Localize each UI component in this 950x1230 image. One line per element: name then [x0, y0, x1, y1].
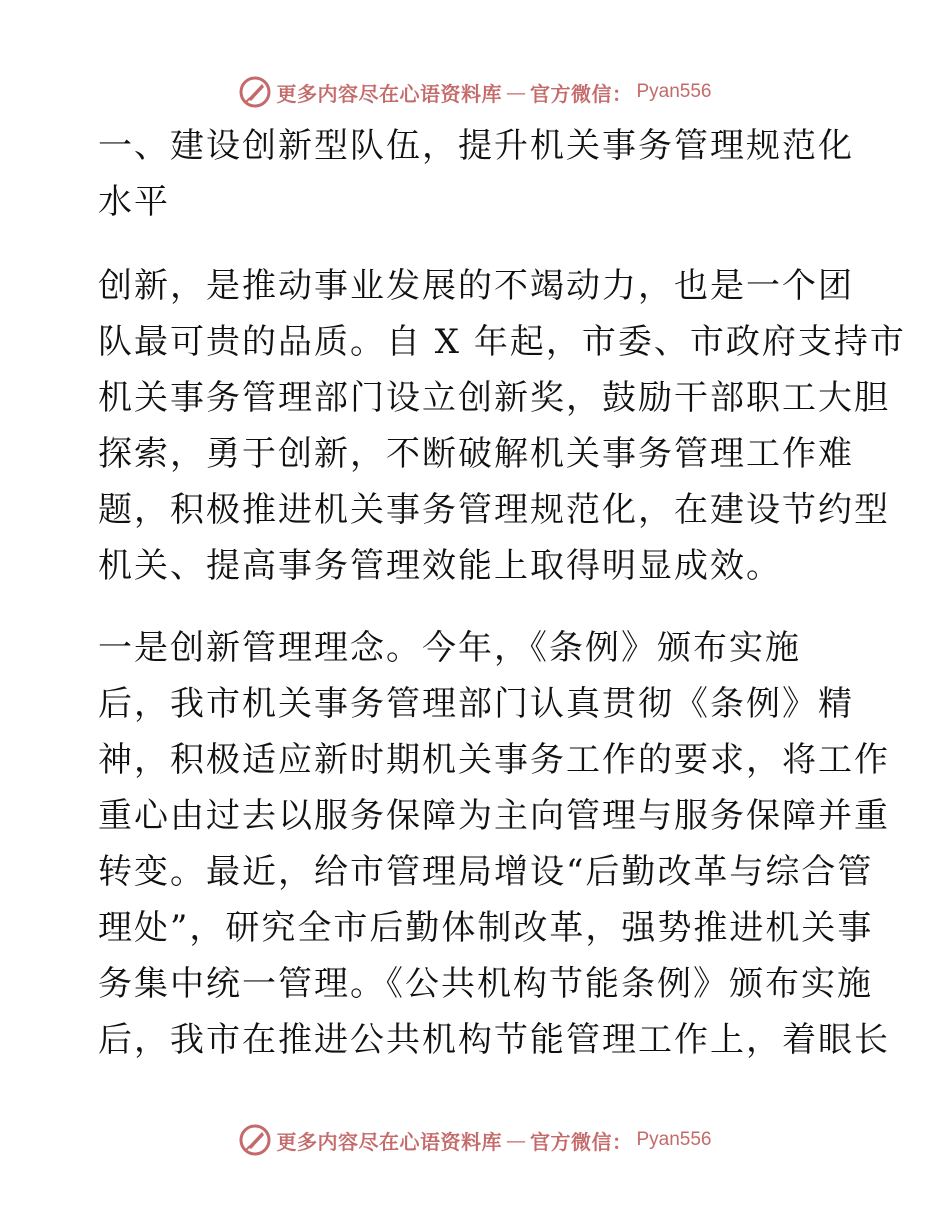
paragraph-line: 重心由过去以服务保障为主向管理与服务保障并重 [98, 796, 890, 836]
watermark-handle: Pyan556 [636, 1129, 712, 1150]
footer-watermark [0, 1120, 950, 1160]
paragraph-line: 神，积极适应新时期机关事务工作的要求，将工作 [98, 740, 890, 780]
watermark-dash: — [505, 80, 526, 104]
paragraph-line: 一是创新管理理念。今年，《条例》颁布实施 [98, 628, 801, 668]
paragraph-line: 队最可贵的品质。自 X 年起，市委、市政府支持市 [98, 322, 906, 362]
paragraph-line: 转变。最近，给市管理局增设“后勤改革与综合管 [98, 852, 874, 892]
paragraph-line: 后，我市在推进公共机构节能管理工作上，着眼长 [98, 1020, 890, 1060]
paragraph-innovation [98, 258, 906, 594]
header-watermark [0, 72, 950, 112]
paragraph-line: 机关、提高事务管理效能上取得明显成效。 [98, 546, 782, 586]
paragraph-line: 题，积极推进机关事务管理规范化，在建设节约型 [98, 490, 890, 530]
section-heading [98, 118, 858, 230]
paragraph-line: 务集中统一管理。《公共机构节能条例》颁布实施 [98, 964, 873, 1004]
watermark-handle: Pyan556 [636, 81, 712, 102]
watermark-label: 官方微信： [529, 1129, 633, 1154]
quill-logo-icon [238, 1123, 272, 1157]
heading-line: 一、建设创新型队伍，提升机关事务管理规范化 [98, 126, 854, 166]
watermark-label: 官方微信： [529, 81, 633, 106]
paragraph-line: 后，我市机关事务管理部门认真贯彻《条例》精 [98, 684, 854, 724]
watermark-dash: — [505, 1128, 526, 1152]
paragraph-line: 探索，勇于创新，不断破解机关事务管理工作难 [98, 434, 854, 474]
paragraph-line: 创新，是推动事业发展的不竭动力，也是一个团 [98, 266, 854, 306]
quill-logo-icon [238, 75, 272, 109]
paragraph-line: 理处”，研究全市后勤体制改革，强势推进机关事 [98, 908, 874, 948]
watermark-text: 更多内容尽在心语资料库 [276, 1129, 502, 1154]
paragraph-line: 机关事务管理部门设立创新奖，鼓励干部职工大胆 [98, 378, 890, 418]
paragraph-management-concept [98, 620, 890, 1068]
document-body [98, 118, 906, 1068]
watermark-text: 更多内容尽在心语资料库 [276, 81, 502, 106]
heading-line: 水平 [98, 182, 170, 222]
